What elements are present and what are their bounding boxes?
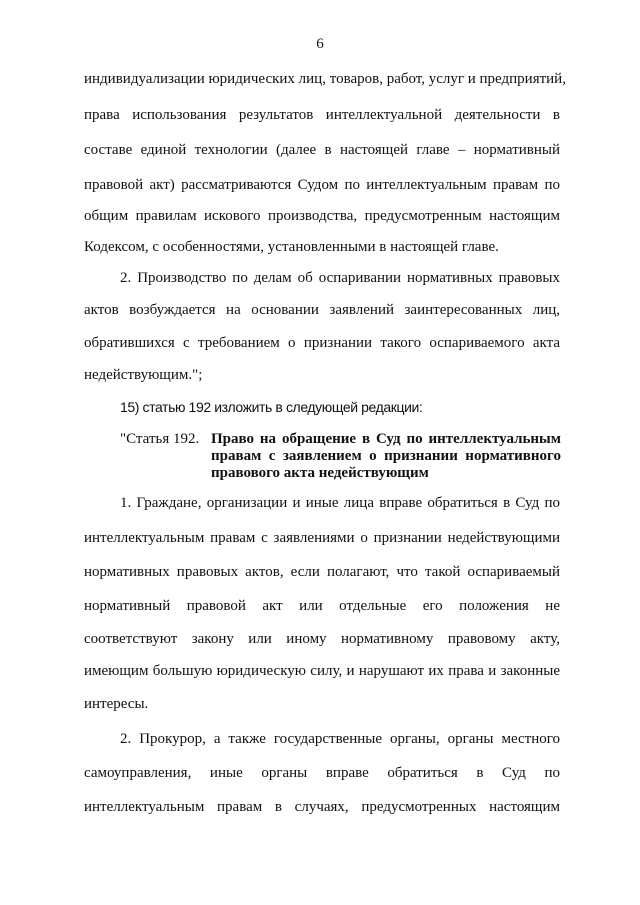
text-line: интеллектуальным правам с заявлениями о признании недействующими [84,530,560,546]
page-number: 6 [316,36,324,52]
text-line: самоуправления, иные органы вправе обратиться в Суд по [84,765,560,781]
text-line: составе единой технологии (далее в настоящей главе – нормативный [84,142,560,158]
text-line: имеющим большую юридическую силу, и нарушают их права и законные [84,663,560,679]
amendment-line: 15) статью 192 изложить в следующей редакции: [120,399,423,415]
text-line: правовой акт) рассматриваются Судом по интеллектуальным правам по [84,177,560,193]
text-line: индивидуализации юридических лиц, товаров, работ, услуг и предприятий, [84,71,566,87]
article-title-line: правам с заявлением о признании нормативного [211,448,561,464]
text-line: Кодексом, с особенностями, установленными в настоящей главе. [84,239,499,255]
paragraph-first-line: 2. Прокурор, а также государственные органы, органы местного [120,731,560,747]
text-line: нормативных правовых актов, если полагают, что такой оспариваемый [84,564,560,580]
text-line: права использования результатов интеллектуальной деятельности в [84,107,560,123]
article-title-line: Право на обращение в Суд по интеллектуальным [211,431,561,447]
paragraph-first-line: 1. Граждане, организации и иные лица вправе обратиться в Суд по [120,495,560,511]
article-title-line: правового акта недействующим [211,465,429,481]
text-line: актов возбуждается на основании заявлений заинтересованных лиц, [84,302,560,318]
text-line: недействующим."; [84,367,203,383]
text-line: интересы. [84,696,149,712]
text-line: нормативный правовой акт или отдельные его положения не [84,598,560,614]
paragraph-first-line: 2. Производство по делам об оспаривании нормативных правовых [120,270,560,286]
text-line: соответствуют закону или иному нормативному правовому акту, [84,631,560,647]
text-line: общим правилам искового производства, предусмотренным настоящим [84,208,560,224]
article-label: "Статья 192. [120,431,200,447]
text-line: обратившихся с требованием о признании такого оспариваемого акта [84,335,560,351]
text-line: интеллектуальным правам в случаях, предусмотренных настоящим [84,799,560,815]
